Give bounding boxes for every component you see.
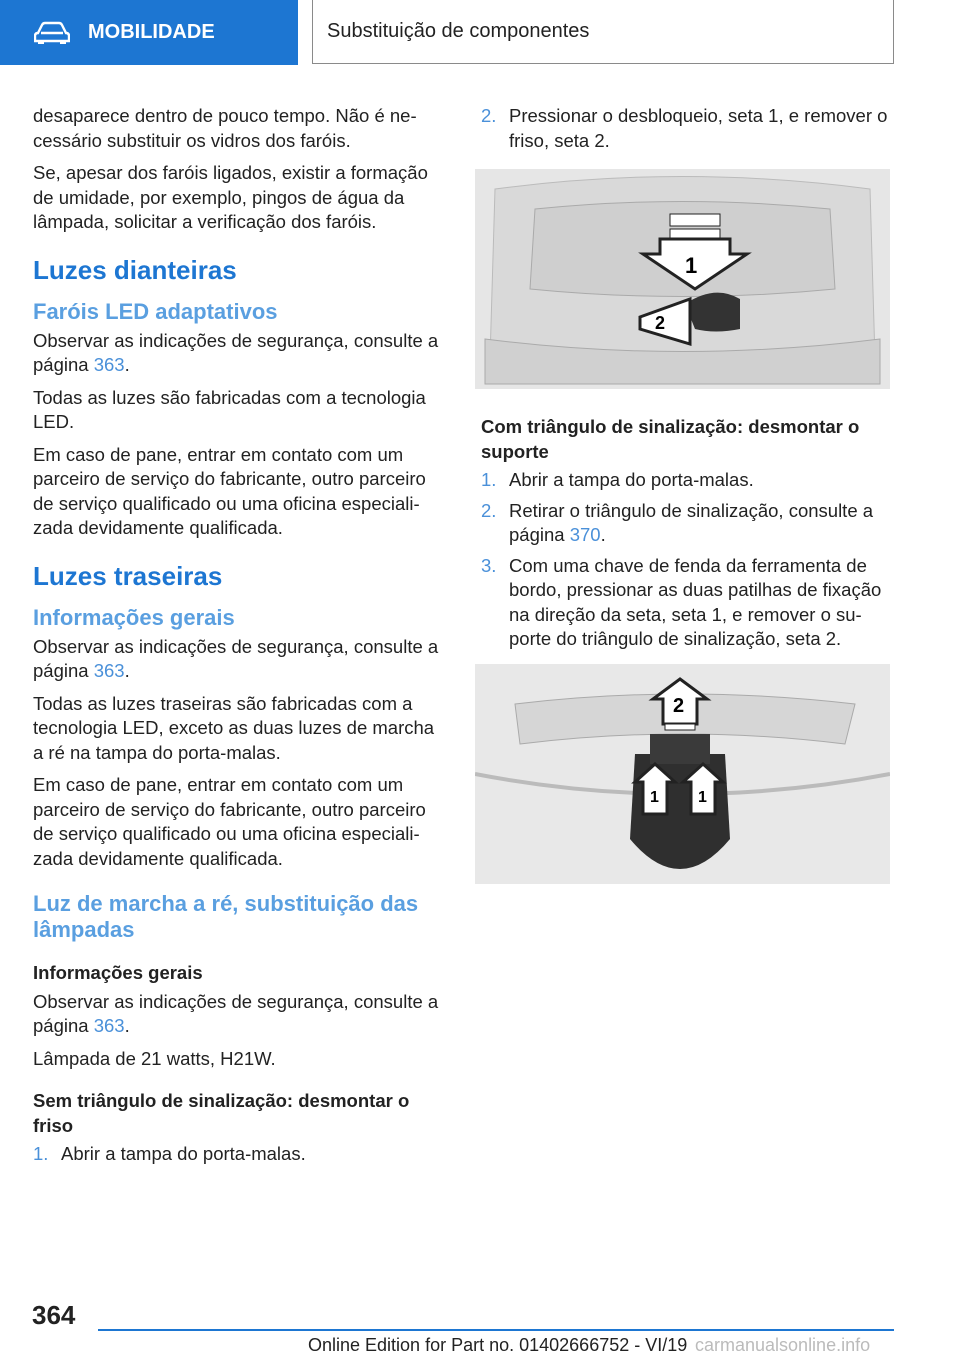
figure-trunk-lid-trim xyxy=(475,169,890,389)
list-item: 3. Com uma chave de fenda da ferramenta de bordo, pressionar as duas patilhas de fixação na direção da seta, seta 1, e remover o su-porte do triângulo de sinalização, seta 2. xyxy=(481,554,882,649)
list-item: 2. Pressionar o desbloqueio, seta 1, e remover o friso, seta 2. xyxy=(481,105,888,151)
edition-info: Online Edition for Part no. 01402666752 - VI/19 xyxy=(308,1335,688,1355)
page-link-370[interactable]: 370 xyxy=(569,524,601,545)
arrow-label-2: 2 xyxy=(673,694,685,717)
list-item: 1. Abrir a tampa do porta-malas. xyxy=(33,1142,448,1167)
safety-note: Observar as indicações de segurança, consulte a página 363. xyxy=(33,635,439,681)
step-number: 2. xyxy=(481,499,497,521)
figure-triangle-support xyxy=(475,664,890,884)
page-link-363[interactable]: 363 xyxy=(93,1015,125,1036)
paragraph: Em caso de pane, entrar em contato com um parceiro de serviço do fabricante, outro parceiro de serviço qualificado ou uma oficina especiali-zada devidamente qualificada. xyxy=(33,774,426,869)
step-number: 2. xyxy=(481,105,497,126)
paragraph: Se, apesar dos faróis ligados, existir a formação de umidade, por exemplo, pingos de água da lâmpada, solicitar a verificação dos faróis. xyxy=(33,162,428,232)
arrow-label-1: 1 xyxy=(650,788,659,806)
step-number: 1. xyxy=(33,1143,49,1164)
section-tab-mobilidade[interactable] xyxy=(0,0,298,65)
subheading-com-triangulo: Com triângulo de sinalização: desmontar o suporte xyxy=(481,416,860,462)
safety-note: Observar as indicações de segurança, consulte a página 363. xyxy=(33,329,439,375)
list-item: 2. Retirar o triângulo de sinalização, consulte a página 370. xyxy=(481,499,874,545)
step-number: 1. xyxy=(481,469,497,490)
heading-farois-led: Faróis LED adaptativos xyxy=(33,298,278,324)
heading-luzes-traseiras: Luzes traseiras xyxy=(33,560,223,591)
step-number: 3. xyxy=(481,554,497,576)
left-column xyxy=(33,104,448,1173)
heading-luz-marcha-re: Luz de marcha a ré, substituição das lâmpadas xyxy=(33,891,419,942)
heading-informacoes-gerais: Informações gerais xyxy=(33,604,235,630)
safety-note: Observar as indicações de segurança, consulte a página 363. xyxy=(33,990,439,1036)
paragraph: desaparece dentro de pouco tempo. Não é ne-cessário substituir os vidros dos faróis. xyxy=(33,105,417,151)
list-item: 1. Abrir a tampa do porta-malas. xyxy=(481,468,896,493)
steps-list xyxy=(33,1142,448,1167)
paragraph: Lâmpada de 21 watts, H21W. xyxy=(33,1047,276,1069)
footer-divider xyxy=(98,1329,894,1331)
heading-luzes-dianteiras: Luzes dianteiras xyxy=(33,254,237,285)
page-number: 364 xyxy=(32,1300,76,1330)
chapter-title: Substituição de componentes xyxy=(327,20,590,42)
right-column xyxy=(481,104,896,884)
arrow-label-1: 1 xyxy=(685,253,698,278)
paragraph: Todas as luzes traseiras são fabricadas com a tecnologia LED, exceto as duas luzes de marcha a ré na tampa do porta-malas. xyxy=(33,692,435,763)
section-label: MOBILIDADE xyxy=(88,21,215,43)
paragraph: Em caso de pane, entrar em contato com um parceiro de serviço do fabricante, outro parceiro de serviço qualificado ou uma oficina especiali-zada devidamente qualificada. xyxy=(33,443,426,538)
subheading-informacoes-gerais: Informações gerais xyxy=(33,962,203,983)
watermark: carmanualsonline.info xyxy=(695,1335,871,1355)
page-link-363[interactable]: 363 xyxy=(93,354,125,375)
arrow-label-1: 1 xyxy=(698,788,707,806)
steps-list xyxy=(481,104,896,153)
paragraph: Todas as luzes são fabricadas com a tecnologia LED. xyxy=(33,386,426,432)
page-link-363[interactable]: 363 xyxy=(93,660,125,681)
page-header-title xyxy=(312,0,894,64)
trunk-lid-illustration xyxy=(475,169,890,389)
triangle-support-illustration xyxy=(475,664,890,884)
steps-list xyxy=(481,468,896,652)
subheading-sem-triangulo: Sem triângulo de sinalização: desmontar o friso xyxy=(33,1090,410,1136)
car-icon xyxy=(34,21,70,45)
arrow-label-2: 2 xyxy=(655,313,666,333)
